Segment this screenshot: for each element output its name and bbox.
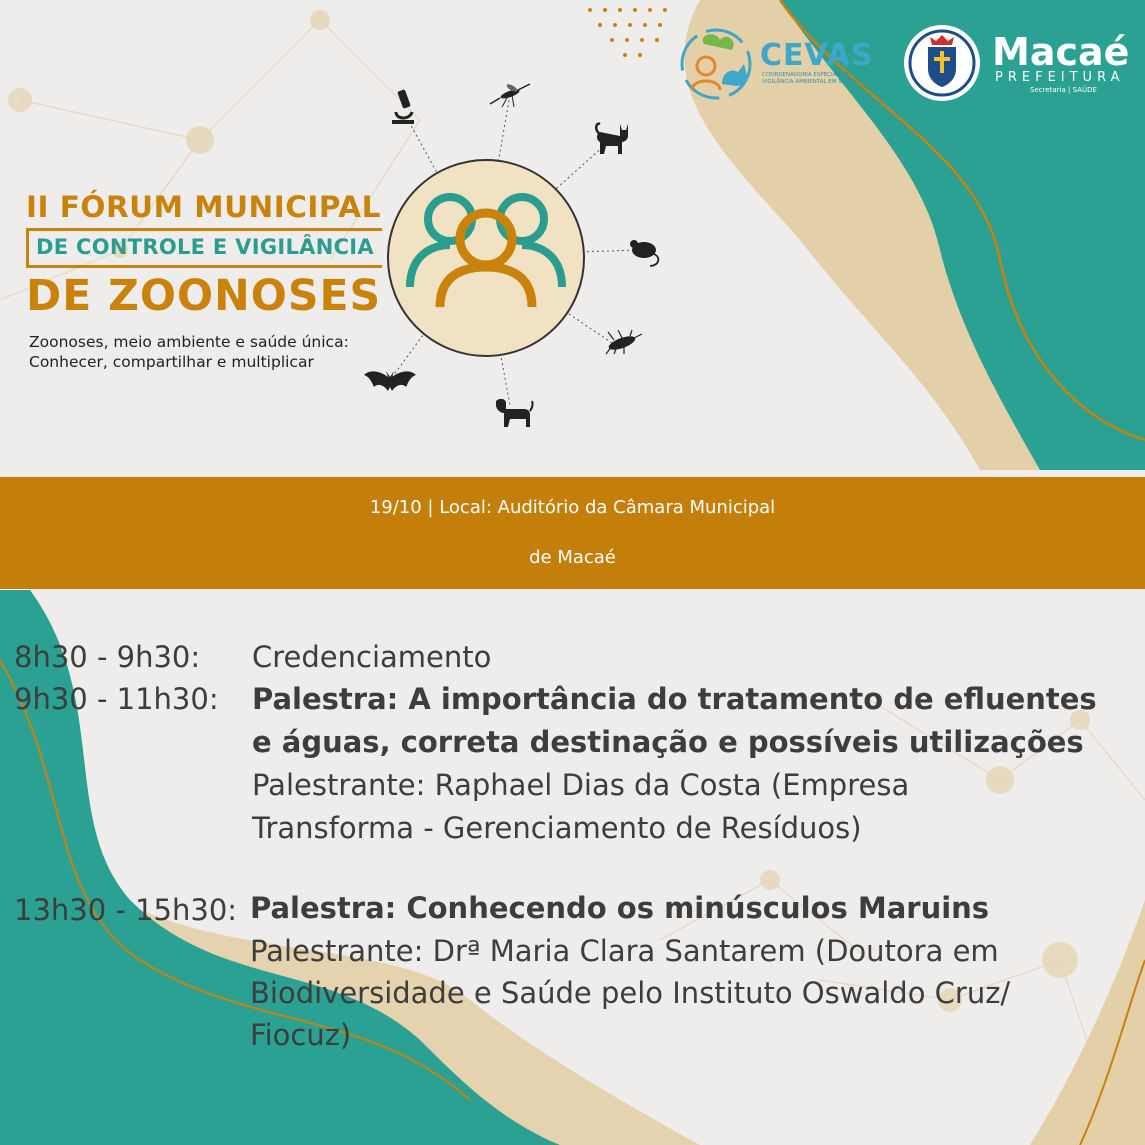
schedule-speaker-3-line1: Palestrante: Drª Maria Clara Santarem (Doutora em [250, 934, 999, 968]
schedule-time-2: 9h30 - 11h30: [14, 682, 219, 716]
schedule-speaker-3-line3: Fiocuz) [250, 1018, 352, 1052]
schedule-speaker-2-line2: Transforma - Gerenciamento de Resíduos) [252, 811, 862, 845]
rat-icon [628, 236, 662, 268]
macae-logo-text: Macaé [992, 30, 1130, 74]
cat-icon [594, 120, 632, 160]
schedule-title-1: Credenciamento [252, 640, 492, 674]
microscope-icon [388, 88, 418, 126]
cevas-logo-subtitle: COORDENADORIA ESPECIAL DE VIGILÂNCIA AMBIENTAL EM SAÚDE [762, 72, 858, 85]
schedule-speaker-3-line2: Biodiversidade e Saúde pelo Instituto Oswaldo Cruz/ [250, 976, 1011, 1010]
insect-larva-icon [600, 330, 644, 356]
macae-coat-of-arms-icon [902, 23, 982, 103]
banner-line2: de Macaé [529, 547, 616, 568]
schedule-speaker-2-line1: Palestrante: Raphael Dias da Costa (Empresa [252, 768, 910, 802]
dog-icon [492, 395, 534, 429]
schedule-title-2-line1: Palestra: A importância do tratamento de efluentes [252, 682, 1097, 716]
schedule-title-3: Palestra: Conhecendo os minúsculos Maruins [250, 891, 990, 925]
schedule-time-1: 8h30 - 9h30: [14, 640, 201, 674]
banner-line1: 19/10 | Local: Auditório da Câmara Municipal [369, 497, 776, 518]
event-subtitle [29, 332, 349, 372]
schedule-title-2-line2: e águas, correta destinação e possíveis utilizações [252, 725, 1084, 759]
mosquito-icon [488, 80, 532, 108]
event-title-line2: DE CONTROLE E VIGILÂNCIA [36, 235, 374, 259]
macae-prefeitura-text: PREFEITURA [995, 70, 1125, 85]
people-group-icon [385, 157, 587, 359]
cevas-logo-icon [676, 24, 760, 104]
subtitle-line2: Conhecer, compartilhar e multiplicar [29, 353, 314, 371]
event-title-line3: DE ZOONOSES [26, 272, 382, 321]
macae-secretaria-text: Secretaria | SAÚDE [1030, 86, 1097, 94]
cevas-logo-text: CEVAS [760, 38, 874, 73]
subtitle-line1: Zoonoses, meio ambiente e saúde única: [29, 333, 349, 351]
event-title-line1: II FÓRUM MUNICIPAL [26, 190, 381, 224]
banner-text [0, 483, 1145, 583]
bat-icon [362, 367, 418, 399]
schedule-time-3: 13h30 - 15h30: [14, 893, 238, 927]
